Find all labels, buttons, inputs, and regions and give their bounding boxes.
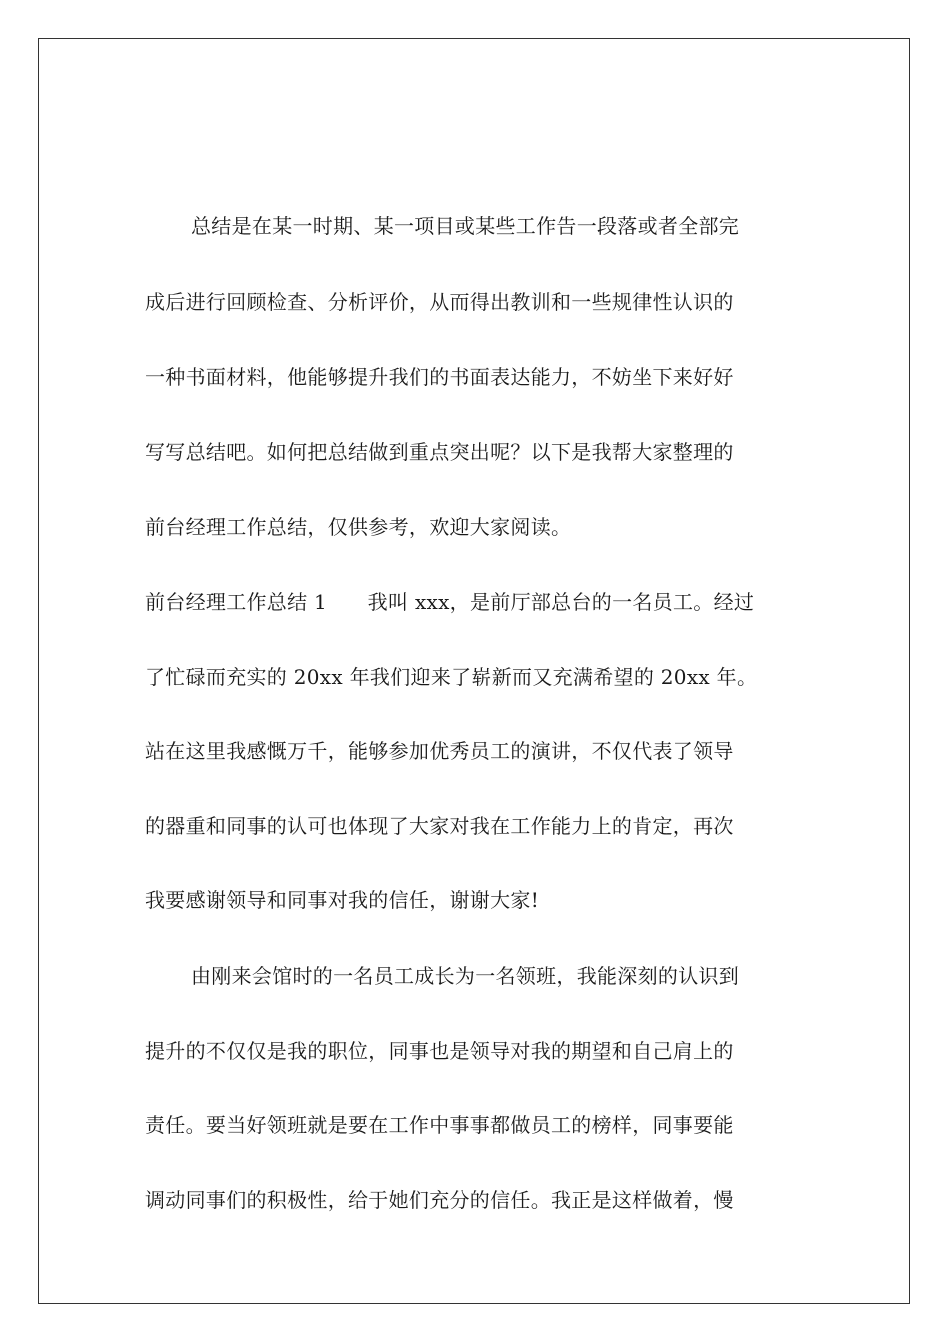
section-title-line: 前台经理工作总结 1 我叫 xxx，是前厅部总台的一名员工。经过 bbox=[145, 590, 755, 614]
paragraph-2-line-3: 站在这里我感慨万千，能够参加优秀员工的演讲，不仅代表了领导 bbox=[145, 739, 734, 763]
paragraph-3-line-3: 责任。要当好领班就是要在工作中事事都做员工的榜样，同事要能 bbox=[145, 1113, 734, 1137]
paragraph-3-line-2: 提升的不仅仅是我的职位，同事也是领导对我的期望和自己肩上的 bbox=[145, 1039, 734, 1063]
paragraph-3-line-1: 由刚来会馆时的一名员工成长为一名领班，我能深刻的认识到 bbox=[191, 964, 740, 988]
paragraph-2-line-5: 我要感谢领导和同事对我的信任，谢谢大家! bbox=[145, 888, 540, 912]
paragraph-2-line-4: 的器重和同事的认可也体现了大家对我在工作能力上的肯定，再次 bbox=[145, 814, 734, 838]
paragraph-1-line-2: 成后进行回顾检查、分析评价，从而得出教训和一些规律性认识的 bbox=[145, 290, 734, 314]
paragraph-1-line-4: 写写总结吧。如何把总结做到重点突出呢？以下是我帮大家整理的 bbox=[145, 440, 734, 464]
paragraph-1-line-5: 前台经理工作总结，仅供参考，欢迎大家阅读。 bbox=[145, 515, 572, 539]
paragraph-1-line-1: 总结是在某一时期、某一项目或某些工作告一段落或者全部完 bbox=[191, 214, 740, 238]
paragraph-1-line-3: 一种书面材料，他能够提升我们的书面表达能力，不妨坐下来好好 bbox=[145, 365, 734, 389]
paragraph-2-line-2: 了忙碌而充实的 20xx 年我们迎来了崭新而又充满希望的 20xx 年。 bbox=[145, 665, 758, 689]
paragraph-3-line-4: 调动同事们的积极性，给于她们充分的信任。我正是这样做着，慢 bbox=[145, 1188, 734, 1212]
